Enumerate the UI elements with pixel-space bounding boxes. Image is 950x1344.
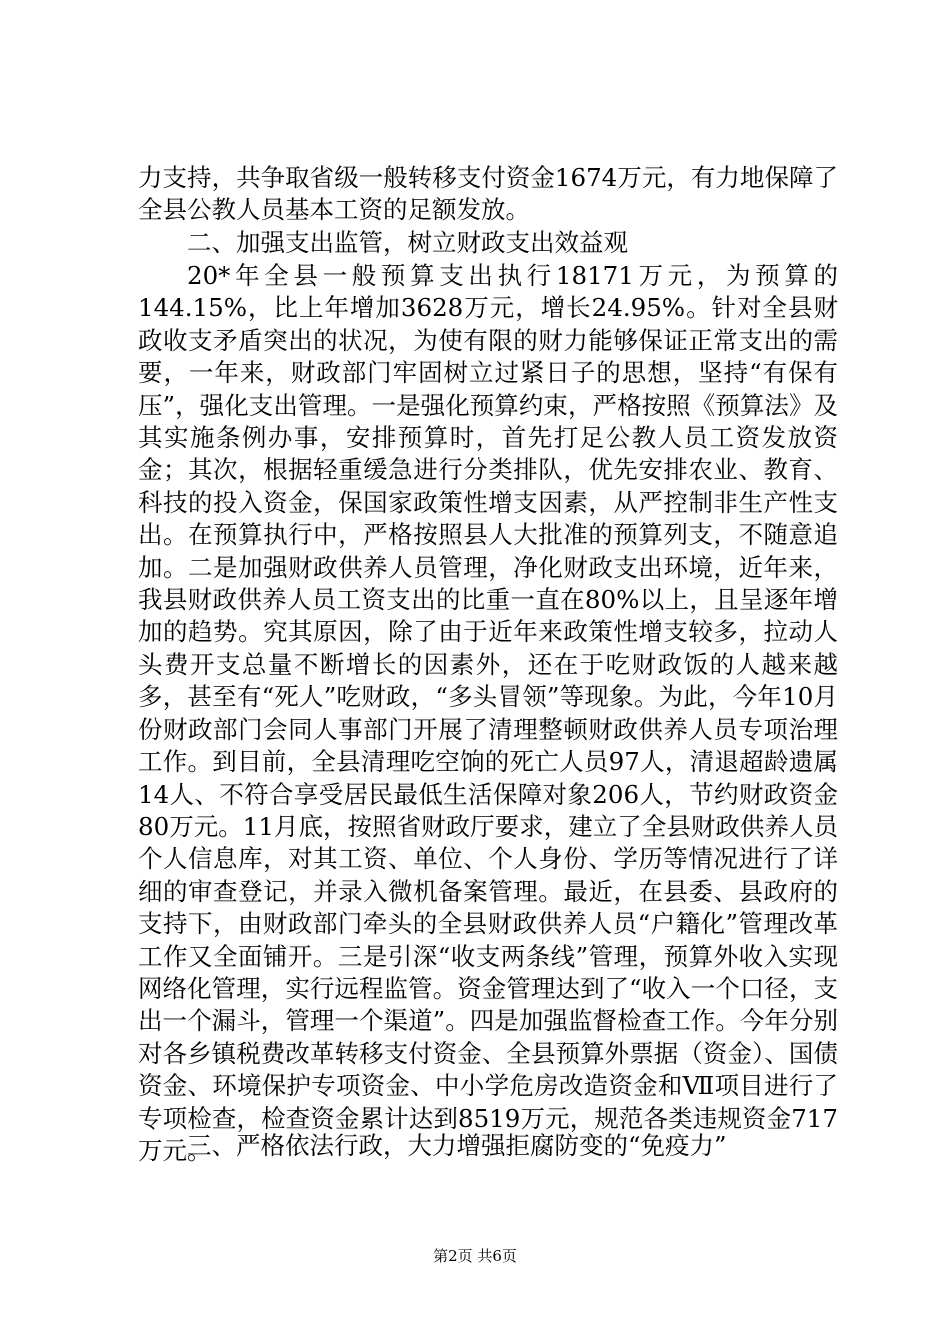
intro-paragraph-text: 力支持，共争取省级一般转移支付资金1674万元，有力地保障了全县公教人员基本工资的足额发放。 bbox=[138, 163, 838, 225]
page-indicator: 第2页 共6页 bbox=[433, 1247, 517, 1265]
section-2-paragraph: 20*年全县一般预算支出执行18171万元，为预算的144.15%，比上年增加3628万元，增长24.95%。针对全县财政收支矛盾突出的状况，为使有限的财力能够保证正常支出的需要，一年来，财政部门牢固树立过紧日子的思想，坚持“有保有压”，强化支出管理。一是强化预算约束，严格按照《预算法》及其实施条例办事，安排预算时，首先打足公教人员工资发放资金；其次，根据轻重缓急进行分类排队，优先安排农业、教育、科技的投入资金，保国家政策性增支因素，从严控制非生产性支出。在预算执行中，严格按照县人大批准的预算列支，不随意追加。二是加强财政供养人员管理，净化财政支出环境，近年来，我县财政供养人员工资支出的比重一直在80%以上，且呈逐年增加的趋势。究其原因，除了由于近年来政策性增支较多，拉动人头费开支总量不断增长的因素外，还在于吃财政饭的人越来越多，甚至有“死人”吃财政，“多头冒领”等现象。为此，今年10月份财政部门会同人事部门开展了清理整顿财政供养人员专项治理工作。到目前，全县清理吃空饷的死亡人员97人，清退超龄遗属14人、不符合享受居民最低生活保障对象206人，节约财政资金80万元。11月底，按照省财政厅要求，建立了全县财政供养人员个人信息库，对其工资、单位、个人身份、学历等情况进行了详细的审查登记，并录入微机备案管理。最近，在县委、县政府的支持下，由财政部门牵头的全县财政供养人员“户籍化”管理改革工作又全面铺开。三是引深“收支两条线”管理，预算外收入实现网络化管理，实行远程监管。资金管理达到了“收入一个口径，支出一个漏斗，管理一个渠道”。四是加强监督检查工作。今年分别对各乡镇税费改革转移支付资金、全县预算外票据（资金）、国债资金、环境保护专项资金、中小学危房改造资金和Ⅶ项目进行了专项检查，检查资金累计达到8519万元，规范各类违规资金717万元。 bbox=[138, 261, 838, 1165]
section-2-body bbox=[138, 260, 838, 1167]
intro-paragraph bbox=[138, 162, 838, 227]
section-3-heading: 三、严格依法行政，大力增强拒腐防变的“免疫力” bbox=[187, 1131, 727, 1160]
section-2-heading: 二、加强支出监管，树立财政支出效益观 bbox=[187, 228, 628, 257]
